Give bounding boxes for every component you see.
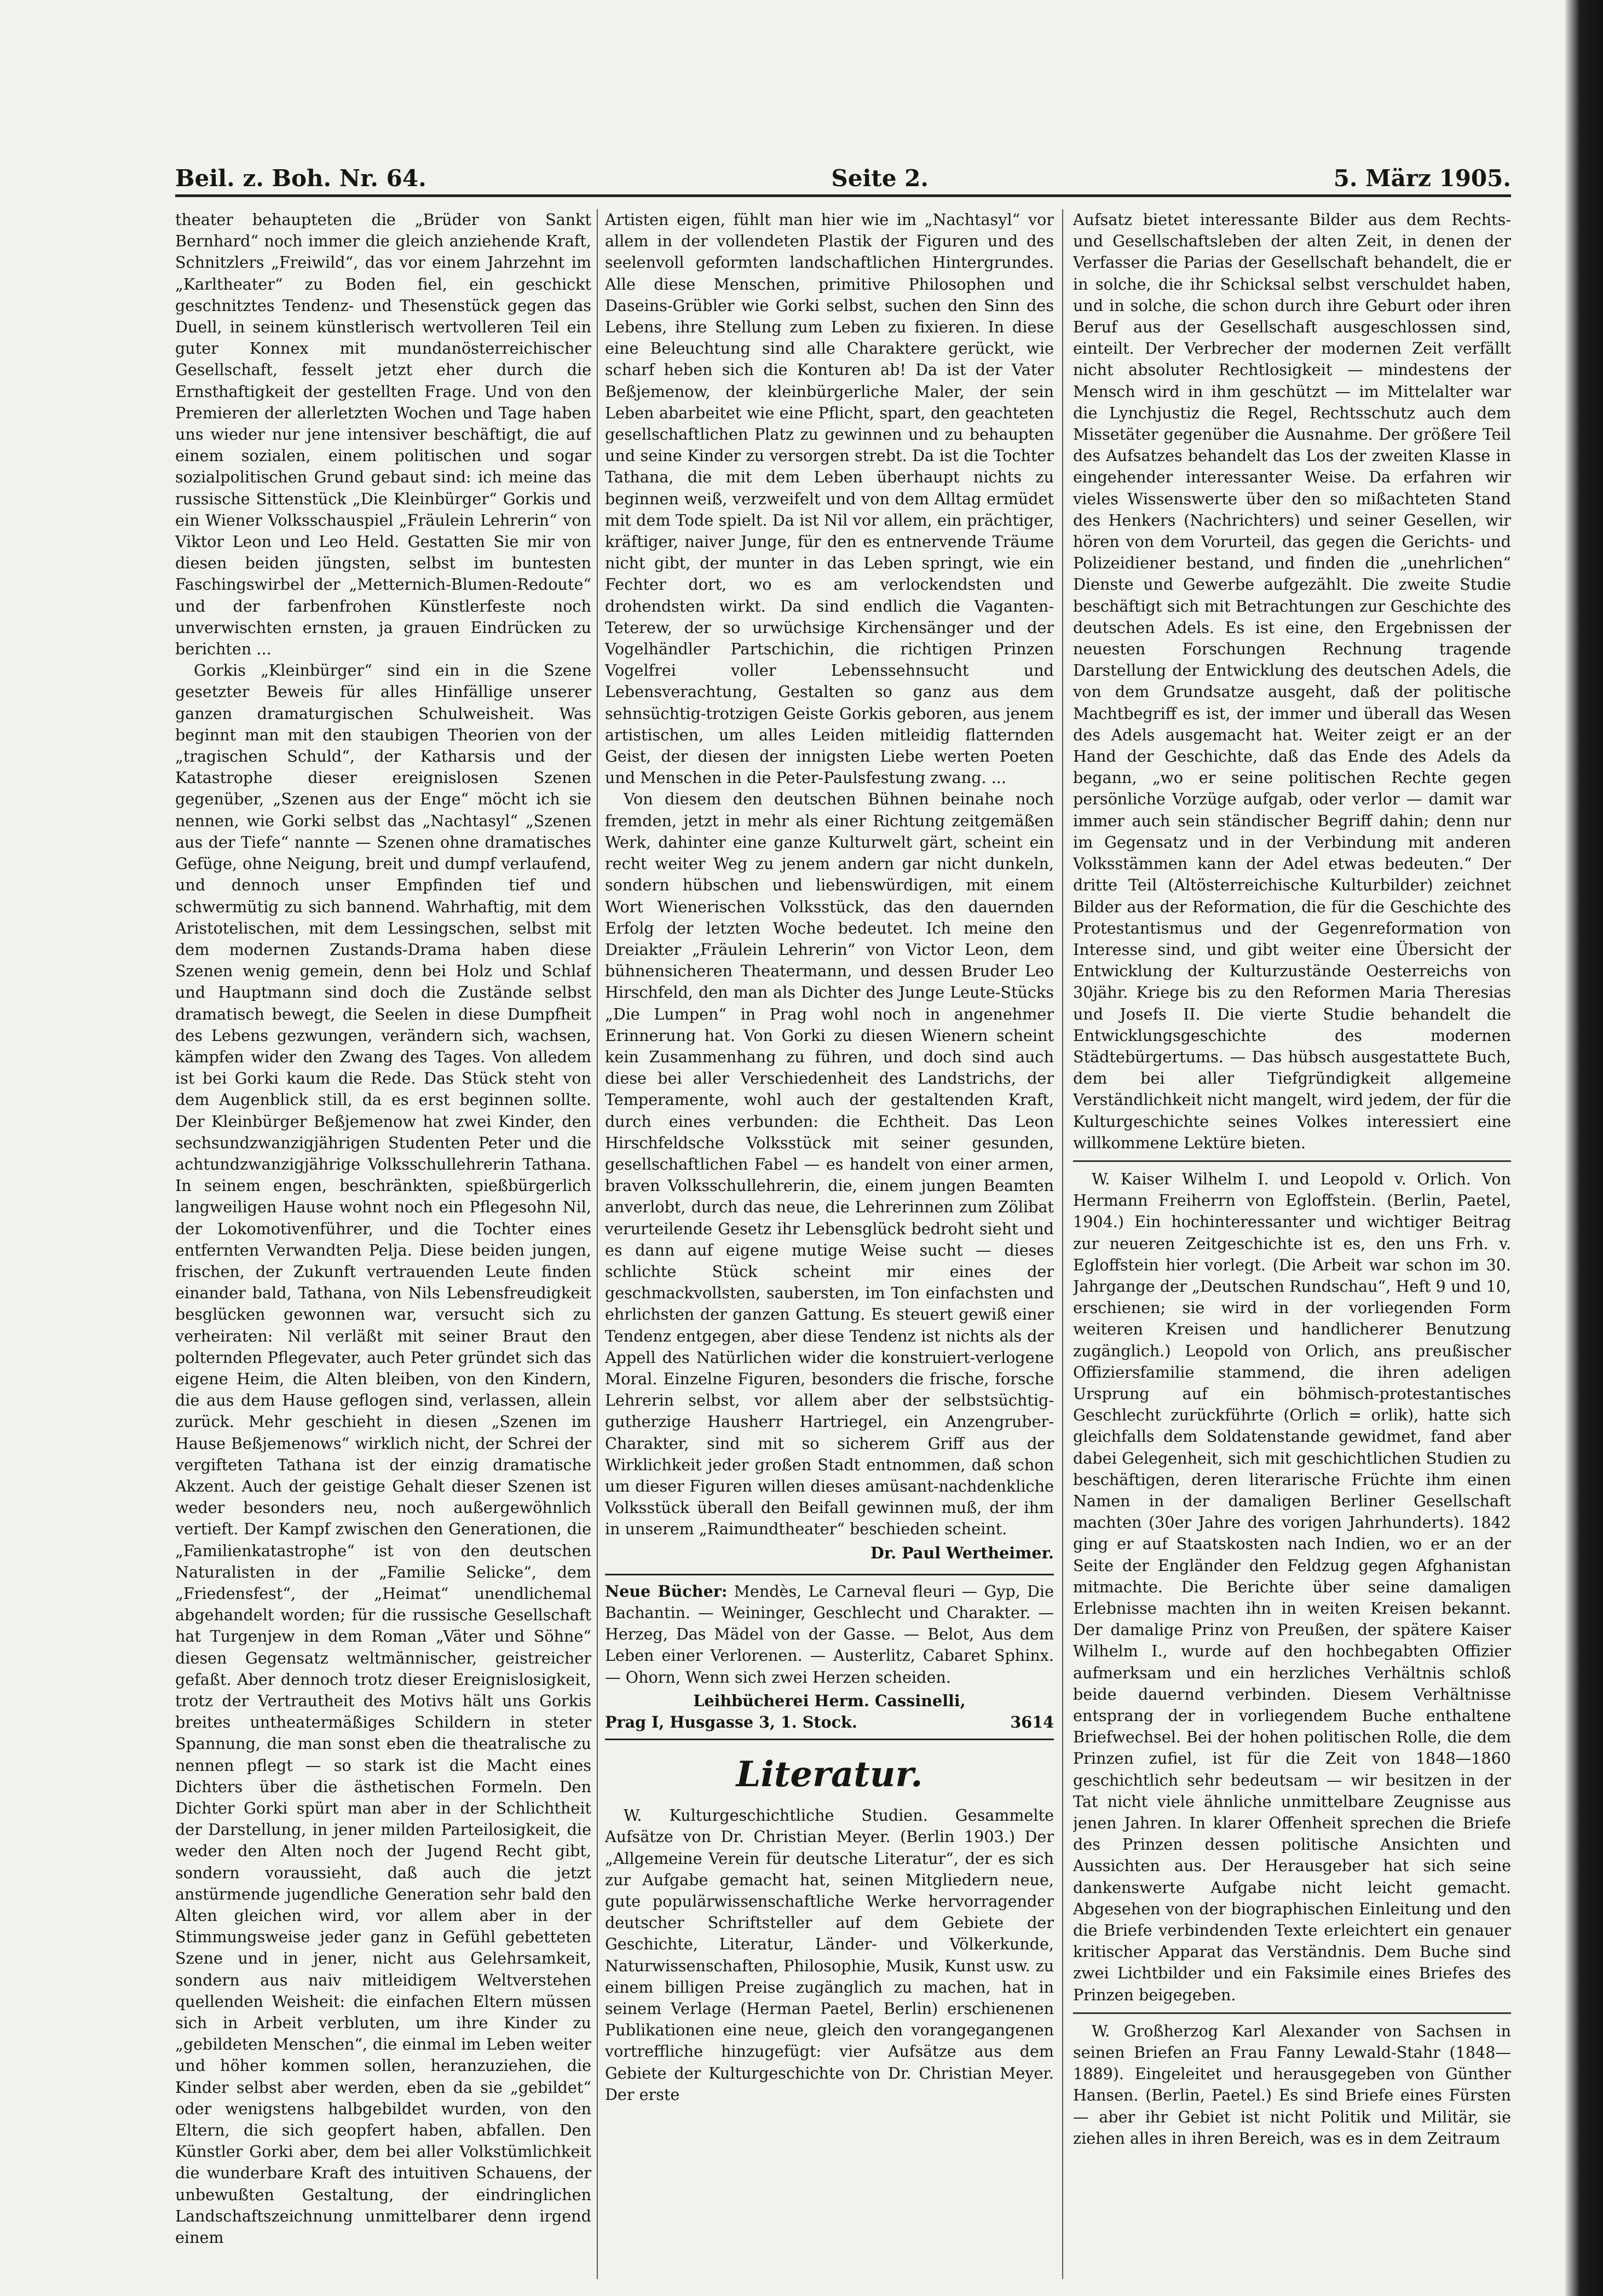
page-edge-shadow [1565,0,1603,2296]
entry-divider [1073,2012,1511,2014]
header-right: 5. März 1905. [1333,165,1511,192]
col3-review-2: W. Großherzog Karl Alexander von Sachsen in seinen Briefen an Frau Fanny Lewald-Stahr (1848—1889). Eingeleitet und herausgegeben von Günther Hansen. (Berlin, Paetel.) Es sind Briefe eines Fürsten — aber ihr Gebiet ist nicht Politik und Militär, sie ziehen alles in ihren Bereich, was es in dem Zeitraum [1073,2021,1511,2148]
column-rule-2 [1062,209,1063,2279]
col1-paragraph-2: Gorkis „Kleinbürger“ sind ein in die Szene gesetzter Beweis für alles Hinfällige unserer ganzen dramaturgischen Schulweisheit. Was beginnt man mit den staubigen Theorien von der „tragischen Schuld“, der Katharsis und der Katastrophe dieser ereignislosen Szenen gegenüber, „Szenen aus der Enge“ möcht ich sie nennen, wie Gorki selbst das „Nachtasyl“ „Szenen aus der Tiefe“ nannte — Szenen ohne dramatisches Gefüge, ohne Neigung, breit und dumpf verlaufend, und dennoch unser Empfinden tief und schwermütig zu sich bannend. Wahrhaftig, mit dem Aristotelischen, mit dem Lessingschen, selbst mit dem modernen Zustands-Drama haben diese Szenen wenig gemein, denn bei Holz und Schlaf und Hauptmann sind doch die Zustände selbst dramatisch bewegt, die Seelen in diese Dumpfheit des Lebens gezwungen, verändern sich, wachsen, kämpfen wider den Zwang des Tages. Von alledem ist bei Gorki kaum die Rede. Das Stück steht von dem Augenblick still, da es erst beginnen sollte. Der Kleinbürger Beßjemenow hat zwei Kinder, den sechsundzwanzigjährigen Studenten Peter und die achtundzwanzigjährige Volksschullehrerin Tathana. In seinem engen, beschränkten, spießbürgerlich langweiligen Hause wohnt noch ein Pflegesohn Nil, der Lokomotivenführer, und die Tochter eines entfernten Verwandten Pelja. Diese beiden jungen, frischen, der Zukunft vertrauenden Leute finden einander bald, Tathana, von Nils Lebensfreudigkeit besglücken gewonnen war, versucht sich zu verheiraten: Nil verläßt mit seiner Braut den polternden Pflegevater, auch Peter gründet sich das eigene Heim, die Alten bleiben, von den Kindern, die aus dem Hause geflogen sind, verlassen, allein zurück. Mehr geschieht in diesen „Szenen im Hause Beßjemenows“ wirklich nicht, der Schrei der vergifteten Tathana ist der einzig dramatische Akzent. Auch der geistige Gehalt dieser Szenen ist weder besonders neu, noch außergewöhnlich vertieft. Der Kampf zwischen den Generationen, die „Familienkatastrophe“ ist von den deutschen Naturalisten in der „Familie Selicke“, dem „Friedensfest“, der „Heimat“ unendlichemal abgehandelt worden; für die russische Gesellschaft hat Turgenjew in dem Roman „Väter und Söhne“ diesen Gegensatz weltmännischer, geistreicher gefaßt. Aber dennoch trotz dieser Ereignislosigkeit, trotz der Vertrautheit des Motivs hält uns Gorkis breites untheatermäßiges Schildern in steter Spannung, die man sonst eben die theatralische zu nennen pflegt — so stark ist die Macht eines Dichters über die ästhetischen Formeln. Den Dichter Gorki spürt man aber in der Schlichtheit der Darstellung, in jener milden Parteilosigkeit, die weder den Alten noch der Jugend Recht gibt, sondern voraussieht, daß auch die jetzt anstürmende jugendliche Generation sehr bald den Alten gleichen wird, vor allem aber in der Stimmungsweise jeder ganz in Gefühl gebetteten Szene und in jener, nicht aus Gelehrsamkeit, sondern aus naiv mitleidigem Weltverstehen quellenden Weisheit: die einfachen Eltern müssen sich in Arbeit verbluten, um ihre Kinder zu „gebildeten Menschen“, die einmal im Leben weiter und höher kommen sollen, heranzuziehen, die Kinder selbst aber werden, eben da sie „gebildet“ oder wenigstens halbgebildet wurden, von den Eltern, die sich geopfert haben, abfallen. Den Künstler Gorki aber, dem bei aller Volkstümlichkeit die wunderbare Kraft des intuitiven Schauens, der unbewußten Gestaltung, der eindringlichen Landschaftszeichnung unmittelbarer denn irgend einem [175,661,591,2247]
col2-paragraph-2: Von diesem den deutschen Bühnen beinahe noch fremden, jetzt in mehr als einer Richtung zeitgemäßen Werk, dahinter eine ganze Kulturwelt gärt, scheint ein recht weiter Weg zu jenem andern gar nicht dunkeln, sondern hübschen und liebenswürdigen, mit einem Wort Wienerischen Volksstück, das den dauernden Erfolg der letzten Woche bedeutet. Ich meine den Dreiakter „Fräulein Lehrerin“ von Victor Leon, dem bühnensicheren Theatermann, und dessen Bruder Leo Hirschfeld, den man als Dichter des Junge Leute-Stücks „Die Lumpen“ in Prag wohl noch in angenehmer Erinnerung hat. Von Gorki zu diesen Wienern scheint kein Zusammenhang zu führen, und doch sind auch diese bei aller Verschiedenheit des Landstrichs, der Temperamente, wohl auch der gestaltenden Kraft, durch eines verbunden: die Echtheit. Das Leon Hirschfeldsche Volksstück mit seiner gesunden, gesellschaftlichen Fabel — es handelt von einer armen, braven Volksschullehrerin, die, einem jungen Beamten anverlobt, durch das neue, die Lehrerinnen zum Zölibat verurteilende Gesetz ihr Lebensglück bedroht sieht und es dann auf eigene mutige Weise sucht — dieses schlichte Stück scheint mir eines der geschmackvollsten, saubersten, im Ton einfachsten und ehrlichsten der ganzen Gattung. Es steuert gewiß einer Tendenz entgegen, aber diese Tendenz ist nichts als der Appell des Natürlichen wider die konstruiert-verlogene Moral. Einzelne Figuren, besonders die frische, forsche Lehrerin selbst, vor allem aber der selbstsüchtig-gutherzige Hausherr Hartriegel, ein Anzengruber-Charakter, sind mit so sicherem Griff aus der Wirklichkeit jeder großen Stadt entnommen, daß schon um dieser Figuren willen dieses amüsant-nachdenkliche Volksstück überall den Beifall gewinnen muß, der ihm in unserem „Raimundtheater“ beschieden scheint. [605,790,1054,1539]
ad-text [605,1581,1054,1688]
ad-number: 3614 [1010,1713,1054,1732]
column-rule-1 [597,209,598,2279]
ad-shop: Leihbücherei Herm. Cassinelli, [693,1691,966,1710]
page-header [175,159,1511,192]
column-2 [605,209,1054,2279]
ad-address: Prag I, Husgasse 3, 1. Stock. [605,1713,857,1732]
header-rule [175,194,1511,197]
col2-review-1: W. Kulturgeschichtliche Studien. Gesammelte Aufsätze von Dr. Christian Meyer. (Berlin 1903.) Der „Allgemeine Verein für deutsche Literatur“, der es sich zur Aufgabe gemacht hat, seinen Mitgliedern neue, gute populärwissenschaftliche Werke hervorragender deutscher Schriftsteller auf dem Gebiete der Geschichte, Literatur, Länder- und Völkerkunde, Naturwissenschaften, Philosophie, Musik, Kunst usw. zu einem billigen Preise zugänglich zu machen, hat in seinem Verlage (Herman Paetel, Berlin) erschienenen Publikationen eine neue, gleich den vorangegangenen vortreffliche hinzugefügt: vier Aufsätze aus dem Gebiete der Kulturgeschichte von Dr. Christian Meyer. Der erste [605,1806,1054,2104]
ad-body: Mendès, Le Carneval fleuri — Gyp, Die Bachantin. — Weininger, Geschlecht und Charakter. — Herzeg, Das Mädel von der Gasse. — Belot, Aus dem Leben einer Verlorenen. — Austerlitz, Cabaret Sphinx. — Ohorn, Wenn sich zwei Herzen scheiden. [605,1581,1054,1687]
author-byline: Dr. Paul Wertheimer. [870,1543,1054,1562]
header-center: Seite 2. [831,165,929,192]
advertisement-box [605,1574,1054,1740]
col2-paragraph-1: Artisten eigen, fühlt man hier wie im „Nachtasyl“ vor allem in der vollendeten Plastik der Figuren und des seelenvoll geformten landschaftlichen Hintergrundes. Alle diese Menschen, primitive Philosophen und Daseins-Grübler wie Gorki selbst, suchen den Sinn des Lebens, ihre Stellung zum Leben zu fixieren. In diese eine Beleuchtung sind alle Charaktere gerückt, wie scharf heben sich die Konturen ab! Da ist der Vater Beßjemenow, der kleinbürgerliche Maler, der sein Leben abarbeitet wie eine Pflicht, spart, den geachteten gesellschaftlichen Platz zu gewinnen und zu behaupten und seine Kinder zu versorgen strebt. Da ist die Tochter Tathana, die mit dem Leben überhaupt nichts zu beginnen weiß, verzweifelt und von dem Alltag ermüdet mit dem Tode spielt. Da ist Nil vor allem, ein prächtiger, kräftiger, naiver Junge, für den es entnervende Träume nicht gibt, der munter in das Leben springt, wie ein Fechter dort, wo es am verlockendsten und drohendsten wirkt. Da sind endlich die Vaganten-Teterew, der so urwüchsige Kirchensänger und der Vogelhändler Partschichin, die richtigen Prinzen Vogelfrei voller Lebenssehnsucht und Lebensverachtung, Gestalten so ganz aus dem sehnsüchtig-trotzigen Geiste Gorkis geboren, aus jenem artistischen, um alles Leiden mitleidig flatternden Geist, der diesen der innigsten Liebe werten Poeten und Menschen in die Peter-Paulsfestung zwang. ... [605,210,1054,787]
ad-lead: Neue Bücher: [605,1581,728,1601]
col1-paragraph-1: theater behaupteten die „Brüder von Sankt Bernhard“ noch immer die gleich anziehende Kraft, Schnitzlers „Freiwild“, das vor einem Jahrzehnt im „Karltheater“ zu Boden fiel, ein geschickt geschnitztes Tendenz- und Thesenstück gegen das Duell, in seinem künstlerisch wertvolleren Teil ein guter Konnex mit mundanösterreichischer Gesellschaft, fesselt jetzt eher durch die Ernsthaftigkeit der gestellten Frage. Und von den Premieren der allerletzten Wochen und Tage haben uns wieder nur jene intensiver beschäftigt, die auf einem sozialen, einem politischen und sogar sozialpolitischen Grund gebaut sind: ich meine das russische Sittenstück „Die Kleinbürger“ Gorkis und ein Wiener Volksschauspiel „Fräulein Lehrerin“ von Viktor Leon und Leo Held. Gestatten Sie mir von diesen beiden jüngsten, selbst im buntesten Faschingswirbel der „Metternich-Blumen-Redoute“ und der farbenfrohen Künstlerfeste noch unverwischten ernsten, ja grauen Eindrücken zu berichten ... [175,210,591,659]
col3-paragraph-1: Aufsatz bietet interessante Bilder aus dem Rechts- und Gesellschaftsleben der alten Zeit, in denen der Verfasser die Parias der Gesellschaft behandelt, die er in solche, die ihr Schicksal selbst verschuldet haben, und in solche, die schon durch ihre Geburt oder ihren Beruf aus der Gesellschaft ausgeschlossen sind, einteilt. Der Verbrecher der modernen Zeit verfällt nicht absoluter Rechtlosigkeit — mindestens der Mensch wird in ihm geschützt — im Mittelalter war die Lynchjustiz die Regel, Rechtsschutz auch dem Missetäter gegenüber die Ausnahme. Der größere Teil des Aufsatzes behandelt das Los der zweiten Klasse in eingehender interessanter Weise. Da erfahren wir vieles Wissenswerte über den so mißachteten Stand des Henkers (Nachrichters) und seiner Gesellen, wir hören von dem Vorurteil, das gegen die Gerichts- und Polizeidiener bestand, und finden die „unehrlichen“ Dienste und Gewerbe aufgezählt. Die zweite Studie beschäftigt sich mit Betrachtungen zur Geschichte des deutschen Adels. Es ist eine, den Ergebnissen der neuesten Forschungen Rechnung tragende Darstellung der Entwicklung des deutschen Adels, die von dem Grundsatze ausgeht, daß der politische Machtbegriff es ist, der immer und überall das Wesen des Adels ausgemacht hat. Weiter zeigt er an der Hand der Geschichte, daß das Ende des Adels da begann, „wo er seine politischen Rechte gegen persönliche Vorzüge aufgab, oder verlor — damit war immer auch sein ständischer Begriff dahin; denn nur im Gegensatz und in der Verbindung mit anderen Volksstämmen kann der Adel etwas bedeuten.“ Der dritte Teil (Altösterreichische Kulturbilder) zeichnet Bilder aus der Reformation, die für die Geschichte des Protestantismus und der Gegenreformation von Interesse sind, und gibt weiter eine Übersicht der Entwicklung der Kulturzustände Oesterreichs von 30jähr. Kriege bis zu den Reformen Maria Theresias und Josefs II. Die vierte Studie behandelt die Entwicklungsgeschichte des modernen Städtebürgertums. — Das hübsch ausgestattete Buch, dem bei aller Tiefgründigkeit allgemeine Verständlichkeit nicht mangelt, wird jedem, der für die Kulturgeschichte seines Volkes interessiert eine willkommene Lektüre bieten. [1073,210,1511,1152]
column-3 [1073,209,1511,2279]
section-title: Literatur. [736,1754,923,1796]
column-1 [175,209,591,2279]
entry-divider [1073,1160,1511,1162]
col3-review-1: W. Kaiser Wilhelm I. und Leopold v. Orlich. Von Hermann Freiherrn von Egloffstein. (Berlin, Paetel, 1904.) Ein hochinteressanter und wichtiger Beitrag zur neueren Zeitgeschichte ist es, den uns Frh. v. Egloffstein hier vorlegt. (Die Arbeit war schon im 30. Jahrgange der „Deutschen Rundschau“, Heft 9 und 10, erschienen; sie wird in der vorliegenden Form weiteren Kreisen und handlicherer Benutzung zugänglich.) Leopold von Orlich, ans preußischer Offiziersfamilie stammend, die ihren adeligen Ursprung auf ein böhmisch-protestantisches Geschlecht zurückführte (Orlich = orlik), hatte sich gleichfalls dem Soldatenstande gewidmet, fand aber dabei Gelegenheit, sich mit geschichtlichen Studien zu beschäftigen, deren literarische Früchte ihm einen Namen in der damaligen Berliner Gesellschaft machten (30er Jahre des vorigen Jahrhunderts). 1842 ging er auf Staatskosten nach Indien, wo er an der Seite der Engländer den Feldzug gegen Afghanistan mitmachte. Die Berichte über seine damaligen Erlebnisse machten ihn in weiten Kreisen bekannt. Der damalige Prinz von Preußen, der spätere Kaiser Wilhelm I., wurde auf den hochbegabten Offizier aufmerksam und ein herzliches Verhältnis schloß beide dauernd verbinden. Diesem Verhältnisse entsprang der in vorliegendem Buche enthaltene Briefwechsel. Bei der hohen politischen Rolle, die dem Prinzen zufiel, ist für die Zeit von 1848—1860 geschichtlich sehr bedeutsam — wir besitzen in der Tat nicht viele ähnliche unmittelbare Zeugnisse aus jenen Jahren. In klarer Offenheit sprechen die Briefe des Prinzen dessen politische Ansichten und Aussichten aus. Der Herausgeber hat sich seine dankenswerte Aufgabe nicht leicht gemacht. Abgesehen von der biographischen Einleitung und den die Briefe verbindenden Texte erleichtert ein genauer kritischer Apparat das Verständnis. Dem Buche sind zwei Lichtbilder und ein Faksimile eines Briefes des Prinzen beigegeben. [1073,1169,1511,2004]
header-left: Beil. z. Boh. Nr. 64. [175,165,426,192]
ad-address-row [605,1712,1054,1733]
